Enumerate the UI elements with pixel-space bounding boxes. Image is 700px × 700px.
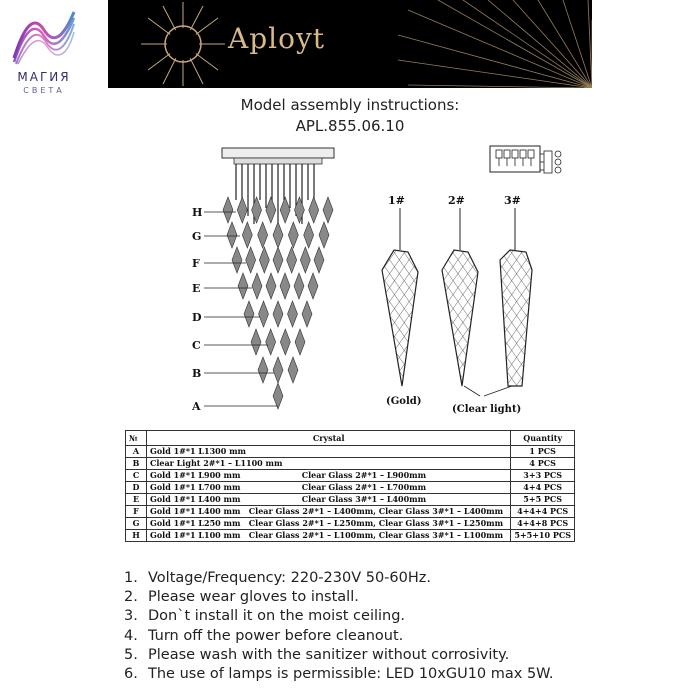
- crystal-leaf-shape: [273, 383, 283, 409]
- table-row: [126, 446, 575, 458]
- crystal-label-2: 2#: [448, 194, 465, 207]
- crystal-leaf-shape: [244, 301, 254, 327]
- crystal-leaf-shape: [314, 247, 324, 273]
- table-row: [126, 482, 575, 494]
- list-number: 6.: [124, 665, 138, 682]
- list-item: [124, 627, 553, 646]
- row-key: F: [126, 506, 147, 518]
- crystal-leaf-shape: [300, 247, 310, 273]
- wave-logo-icon: [10, 6, 78, 66]
- crystal-types-diagram: [360, 190, 540, 420]
- crystal-leaf-shape: [280, 329, 290, 355]
- crystal-leaf-shape: [302, 301, 312, 327]
- list-text: Turn off the power before cleanout.: [148, 627, 404, 644]
- crystal-leaf-shape: [266, 197, 276, 223]
- crystal-leaf-shape: [288, 357, 298, 383]
- row-key: A: [126, 446, 147, 458]
- table-header-row: [126, 431, 575, 446]
- crystal-leaf-shape: [273, 301, 283, 327]
- crystal-leaf-shape: [252, 197, 262, 223]
- crystal-label-1: 1#: [388, 194, 405, 207]
- table-row: [126, 470, 575, 482]
- list-number: 2.: [124, 589, 138, 606]
- crystal-leaf-shape: [251, 329, 261, 355]
- list-item: [124, 646, 553, 665]
- caption-clear-light: (Clear light): [452, 404, 522, 415]
- level-label: G: [192, 230, 202, 243]
- list-item: [124, 588, 553, 607]
- row-desc: Gold 1#*1 L900 mm Clear Glass 2#*1 – L900mm: [147, 470, 511, 482]
- crystal-spec-table: [125, 430, 575, 542]
- list-text: Please wear gloves to install.: [148, 589, 359, 606]
- crystal-leaf-shape: [308, 273, 318, 299]
- row-qty: 5+5+10 PCS: [511, 530, 575, 542]
- header-quantity: Quantity: [511, 431, 575, 446]
- list-number: 4.: [124, 627, 138, 644]
- logo-tagline: СВЕТА: [23, 86, 65, 95]
- crystal-leaf-shape: [295, 329, 305, 355]
- row-desc: Gold 1#*1 L1300 mm: [147, 446, 511, 458]
- row-qty: 4+4+8 PCS: [511, 518, 575, 530]
- model-number: APL.855.06.10: [295, 117, 405, 135]
- sun-rays-icon: [108, 0, 592, 88]
- level-label: B: [192, 367, 202, 380]
- crystal-leaf-shape: [259, 301, 269, 327]
- row-desc: Gold 1#*1 L400 mm Clear Glass 3#*1 – L400mm: [147, 494, 511, 506]
- crystal-leaf-shape: [252, 273, 262, 299]
- row-key: D: [126, 482, 147, 494]
- row-key: C: [126, 470, 147, 482]
- list-item: [124, 569, 553, 588]
- row-key: G: [126, 518, 147, 530]
- row-desc: Gold 1#*1 L100 mm Clear Glass 2#*1 – L100mm, Clear Glass 3#*1 – L100mm: [147, 530, 511, 542]
- crystal-leaf-shape: [280, 197, 290, 223]
- level-label: H: [192, 206, 203, 219]
- list-item: [124, 607, 553, 626]
- crystal-1-icon: [382, 250, 418, 386]
- row-key: H: [126, 530, 147, 542]
- crystal-leaf-shape: [304, 222, 314, 248]
- crystal-leaf-shape: [258, 357, 268, 383]
- list-number: 3.: [124, 608, 138, 625]
- row-desc: Gold 1#*1 L250 mm Clear Glass 2#*1 – L250mm, Clear Glass 3#*1 – L250mm: [147, 518, 511, 530]
- crystal-leaf-shape: [246, 247, 256, 273]
- list-text: The use of lamps is permissible: LED 10xGU10 max 5W.: [148, 665, 554, 682]
- crystal-leaf-shape: [242, 222, 252, 248]
- crystal-leaf-shape: [288, 301, 298, 327]
- chandelier-diagram: [150, 140, 350, 422]
- level-label: C: [192, 339, 201, 352]
- row-key: E: [126, 494, 147, 506]
- crystal-leaf-shape: [288, 222, 298, 248]
- row-qty: 4+4 PCS: [511, 482, 575, 494]
- row-qty: 4 PCS: [511, 458, 575, 470]
- row-desc: Gold 1#*1 L700 mm Clear Glass 2#*1 – L700mm: [147, 482, 511, 494]
- list-text: Voltage/Frequency: 220-230V 50-60Hz.: [148, 570, 431, 586]
- crystal-leaf-shape: [237, 197, 247, 223]
- header-number: №: [126, 431, 147, 446]
- crystal-leaf-shape: [259, 247, 269, 273]
- crystal-leaf-shape: [232, 247, 242, 273]
- crystal-leaf-shape: [309, 197, 319, 223]
- header-crystal: Crystal: [147, 431, 511, 446]
- row-desc: Clear Light 2#*1 – L1100 mm: [147, 458, 511, 470]
- crystal-leaf-shape: [266, 273, 276, 299]
- list-item: [124, 665, 553, 684]
- level-label: D: [192, 311, 202, 324]
- table-row: [126, 506, 575, 518]
- wiring-diagram-icon: [488, 142, 568, 184]
- caption-gold: (Gold): [386, 396, 422, 407]
- crystal-2-icon: [442, 250, 478, 386]
- crystal-leaf-shape: [238, 273, 248, 299]
- instruction-list: [124, 569, 553, 684]
- list-text: Please wash with the sanitizer without corrosivity.: [148, 646, 510, 663]
- row-qty: 1 PCS: [511, 446, 575, 458]
- crystal-leaf-shape: [273, 247, 283, 273]
- crystal-label-3: 3#: [504, 194, 521, 207]
- brand-name: Aployt: [228, 22, 326, 55]
- crystal-leaf-shape: [319, 222, 329, 248]
- logo-name: МАГИЯ: [17, 70, 71, 84]
- crystal-leaf-shape: [280, 273, 290, 299]
- crystal-leaf-shape: [227, 222, 237, 248]
- crystal-leaf-shape: [273, 357, 283, 383]
- table-row: [126, 518, 575, 530]
- list-number: 5.: [124, 646, 138, 663]
- row-desc: Gold 1#*1 L400 mm Clear Glass 2#*1 – L400mm, Clear Glass 3#*1 – L400mm: [147, 506, 511, 518]
- crystal-3-icon: [500, 250, 532, 386]
- row-qty: 5+5 PCS: [511, 494, 575, 506]
- table-row: [126, 530, 575, 542]
- table-row: [126, 458, 575, 470]
- crystal-leaf-shape: [323, 197, 333, 223]
- magiya-sveta-logo: [4, 6, 84, 98]
- row-key: B: [126, 458, 147, 470]
- crystal-leaf-shape: [266, 329, 276, 355]
- level-label: F: [192, 257, 200, 270]
- crystal-leaf-shape: [294, 273, 304, 299]
- list-text: Don`t install it on the moist ceiling.: [148, 608, 406, 625]
- crystal-leaf-shape: [258, 222, 268, 248]
- crystal-leaf-shape: [273, 222, 283, 248]
- brand-banner: [108, 0, 592, 88]
- row-qty: 3+3 PCS: [511, 470, 575, 482]
- level-label: E: [192, 282, 201, 295]
- level-label: A: [192, 400, 201, 413]
- crystal-leaf-shape: [223, 197, 233, 223]
- table-row: [126, 494, 575, 506]
- crystal-leaf-shape: [287, 247, 297, 273]
- list-number: 1.: [124, 570, 138, 586]
- document-title: Model assembly instructions:: [240, 96, 460, 114]
- row-qty: 4+4+4 PCS: [511, 506, 575, 518]
